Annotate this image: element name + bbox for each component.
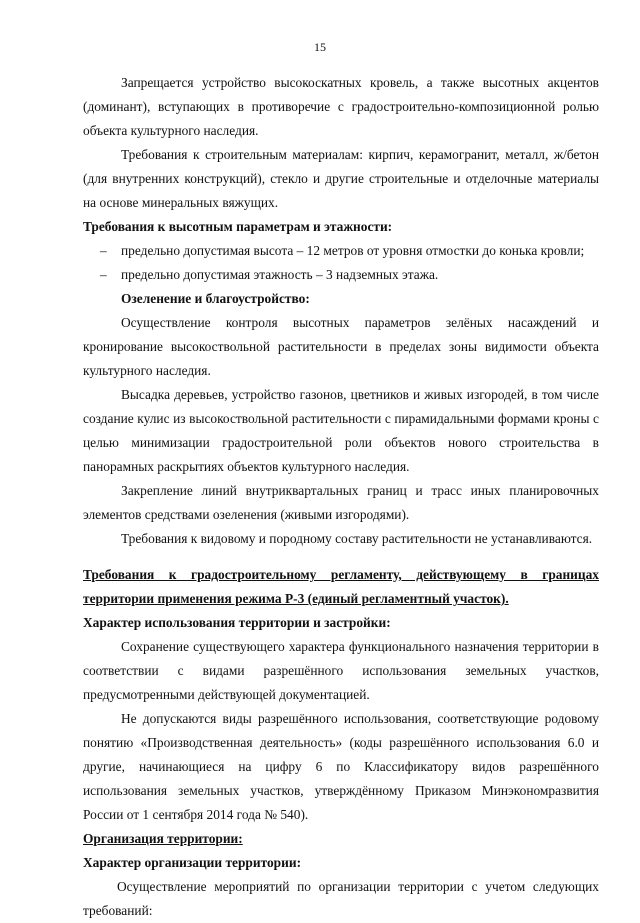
heading-regulation: Требования к градостроительному регламенту, действующему в границах территории применения режима Р-3 (единый регламентный участок). xyxy=(83,567,599,606)
list-item xyxy=(83,239,599,263)
heading-organization-character: Характер организации территории: xyxy=(83,855,302,870)
heading-height-parameters: Требования к высотным параметрам и этажности: xyxy=(83,219,393,234)
dash-marker: – xyxy=(100,267,107,282)
list-item xyxy=(83,263,599,287)
height-requirements-list xyxy=(83,239,599,287)
paragraph-boundaries: Закрепление линий внутриквартальных границ и трасс иных планировочных элементов средствами озеленения (живыми изгородями). xyxy=(83,483,599,522)
heading-territory-organization: Организация территории: xyxy=(83,831,243,846)
list-item-text: предельно допустимая этажность – 3 надземных этажа. xyxy=(121,267,439,282)
paragraph-organization-measures: Осуществление мероприятий по организации территории с учетом следующих требований: xyxy=(83,879,599,918)
paragraph-preservation: Сохранение существующего характера функционального назначения территории в соответствии с видами разрешённого использования земельных участков, предусмотренными действующей документацией. xyxy=(83,639,599,702)
page-number: 15 xyxy=(314,40,326,54)
paragraph-planting: Высадка деревьев, устройство газонов, цветников и живых изгородей, в том числе создание кулис из высокоствольной растительности с пирамидальными формами кроны с целью минимизации градостроительной роли объектов нового строительства в панорамных раскрытиях объектов культурного наследия. xyxy=(83,387,599,474)
paragraph-materials: Требования к строительным материалам: кирпич, керамогранит, металл, ж/бетон (для внутренних конструкций), стекло и другие строительные и отделочные материалы на основе минеральных вяжущих. xyxy=(83,147,599,210)
paragraph-roof-restriction: Запрещается устройство высокоскатных кровель, а также высотных акцентов (доминант), вступающих в противоречие с градостроительно-композиционной ролью объекта культурного наследия. xyxy=(83,75,599,138)
heading-landscaping: Озеленение и благоустройство: xyxy=(121,291,310,306)
section-spacer xyxy=(83,551,599,563)
heading-land-use-character: Характер использования территории и застройки: xyxy=(83,615,391,630)
page-content xyxy=(83,71,599,923)
paragraph-prohibited-uses: Не допускаются виды разрешённого использования, соответствующие родовому понятию «Производственная деятельность» (коды разрешённого использования 6.0 и другие, начинающиеся на цифру 6 по Классификатору видов разрешённого использования земельных участков, утверждённому Приказом Минэкономразвития России от 1 сентября 2014 года № 540). xyxy=(83,711,599,822)
list-item-text: предельно допустимая высота – 12 метров от уровня отмостки до конька кровли; xyxy=(121,243,585,258)
paragraph-vegetation-requirements: Требования к видовому и породному составу растительности не устанавливаются. xyxy=(121,531,593,546)
dash-marker: – xyxy=(100,243,107,258)
paragraph-greenery-control: Осуществление контроля высотных параметров зелёных насаждений и кронирование высокоствольной растительности в пределах зоны видимости объекта культурного наследия. xyxy=(83,315,599,378)
